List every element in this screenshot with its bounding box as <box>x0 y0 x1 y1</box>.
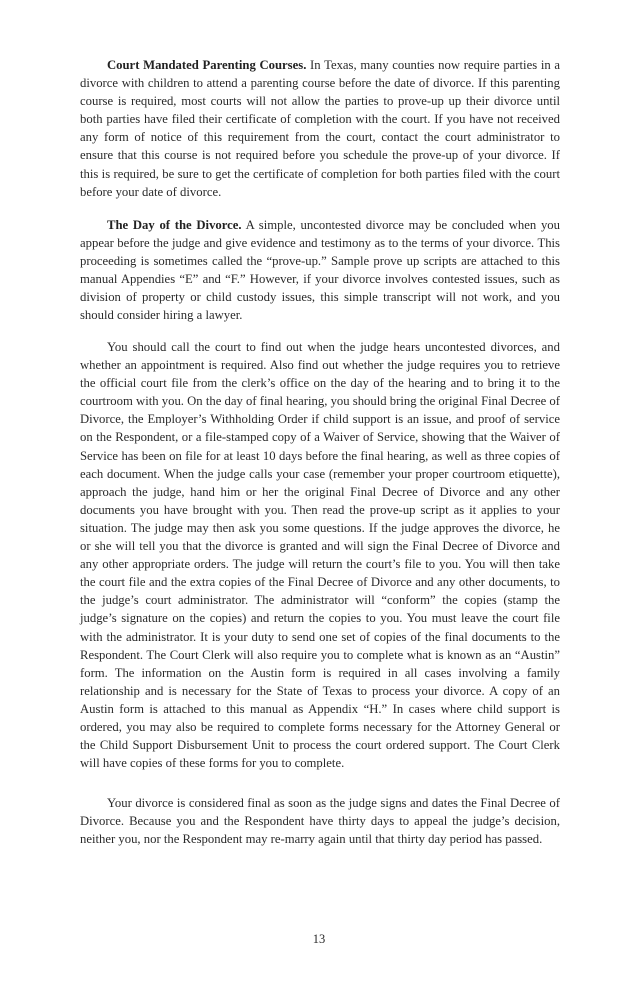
page-number: 13 <box>312 932 326 946</box>
paragraph-body: You should call the court to find out when the judge hears uncontested divorces, and whether an appointment is required. Also find out whether the judge requires you to retrieve the official court file from the clerk’s office on the day of the hearing and to bring it to the courtroom with you. On the day of final hearing, you should bring the original Final Decree of Divorce, the Employer’s Withholding Order if child support is an issue, and proof of service on the Respondent, or a file-stamped copy of a Waiver of Service, showing that the Waiver of Service has been on file for at least 10 days before the final hearing, as well as three copies of each document. When the judge calls your case (remember your proper courtroom etiquette), approach the judge, hand him or her the original Final Decree of Divorce and any other documents you have brought with you. Then read the prove-up script as it applies to your situation. The judge may then ask you some questions. If the judge approves the divorce, he or she will tell you that the divorce is granted and will sign the Final Decree of Divorce and any other appropriate orders. The judge will return the court’s file to you. You will then take the court file and the extra copies of the Final Decree of Divorce and any other documents, to the judge’s court administrator. The administrator will “conform” the copies (stamp the judge’s signature on the copies) and return the copies to you. You must leave the court file with the administrator. It is your duty to send one set of copies of the final documents to the Respondent. The Court Clerk will also require you to complete what is known as an “Austin” form. The information on the Austin form is required in all cases involving a family relationship and is necessary for the State of Texas to process your divorce. A copy of an Austin form is attached to this manual as Appendix “H.” In cases where child support is ordered, you may also be required to complete forms necessary for the Attorney General or the Child Support Disbursement Unit to process the court ordered support. The Court Clerk will have copies of these forms for you to complete. <box>80 340 560 771</box>
paragraph-heading: The Day of the Divorce. <box>107 218 242 232</box>
paragraph-day-of-divorce <box>80 216 560 325</box>
paragraph-hearing-procedure <box>80 338 560 772</box>
paragraph-divorce-final <box>80 794 560 848</box>
paragraph-heading: Court Mandated Parenting Courses. <box>107 58 307 72</box>
paragraph-parenting-courses <box>80 56 560 201</box>
paragraph-body: Your divorce is considered final as soon as the judge signs and dates the Final Decree of Divorce. Because you and the Respondent have thirty days to appeal the judge’s decision, neither you, nor the Respondent may re-marry again until that thirty day period has passed. <box>80 796 560 847</box>
paragraph-body: A simple, uncontested divorce may be concluded when you appear before the judge and give evidence and testimony as to the terms of your divorce. This proceeding is sometimes called the “prove-up.” Sample prove up scripts are attached to this manual Appendies “E” and “F.” However, if your divorce involves contested issues, such as division of property or child custody issues, this simple transcript will not work, and you should consider hiring a lawyer. <box>80 218 560 323</box>
paragraph-body: In Texas, many counties now require parties in a divorce with children to attend a parenting course before the date of divorce. If this parenting course is required, most courts will not allow the parties to prove-up up their divorce until both parties have filed their certificate of completion with the court. If you have not received any form of notice of this requirement from the court, contact the court administrator to ensure that this course is not required before you schedule the prove-up of your divorce. If this is required, be sure to get the certificate of completion for both parties filed with the court before your date of divorce. <box>80 58 561 199</box>
